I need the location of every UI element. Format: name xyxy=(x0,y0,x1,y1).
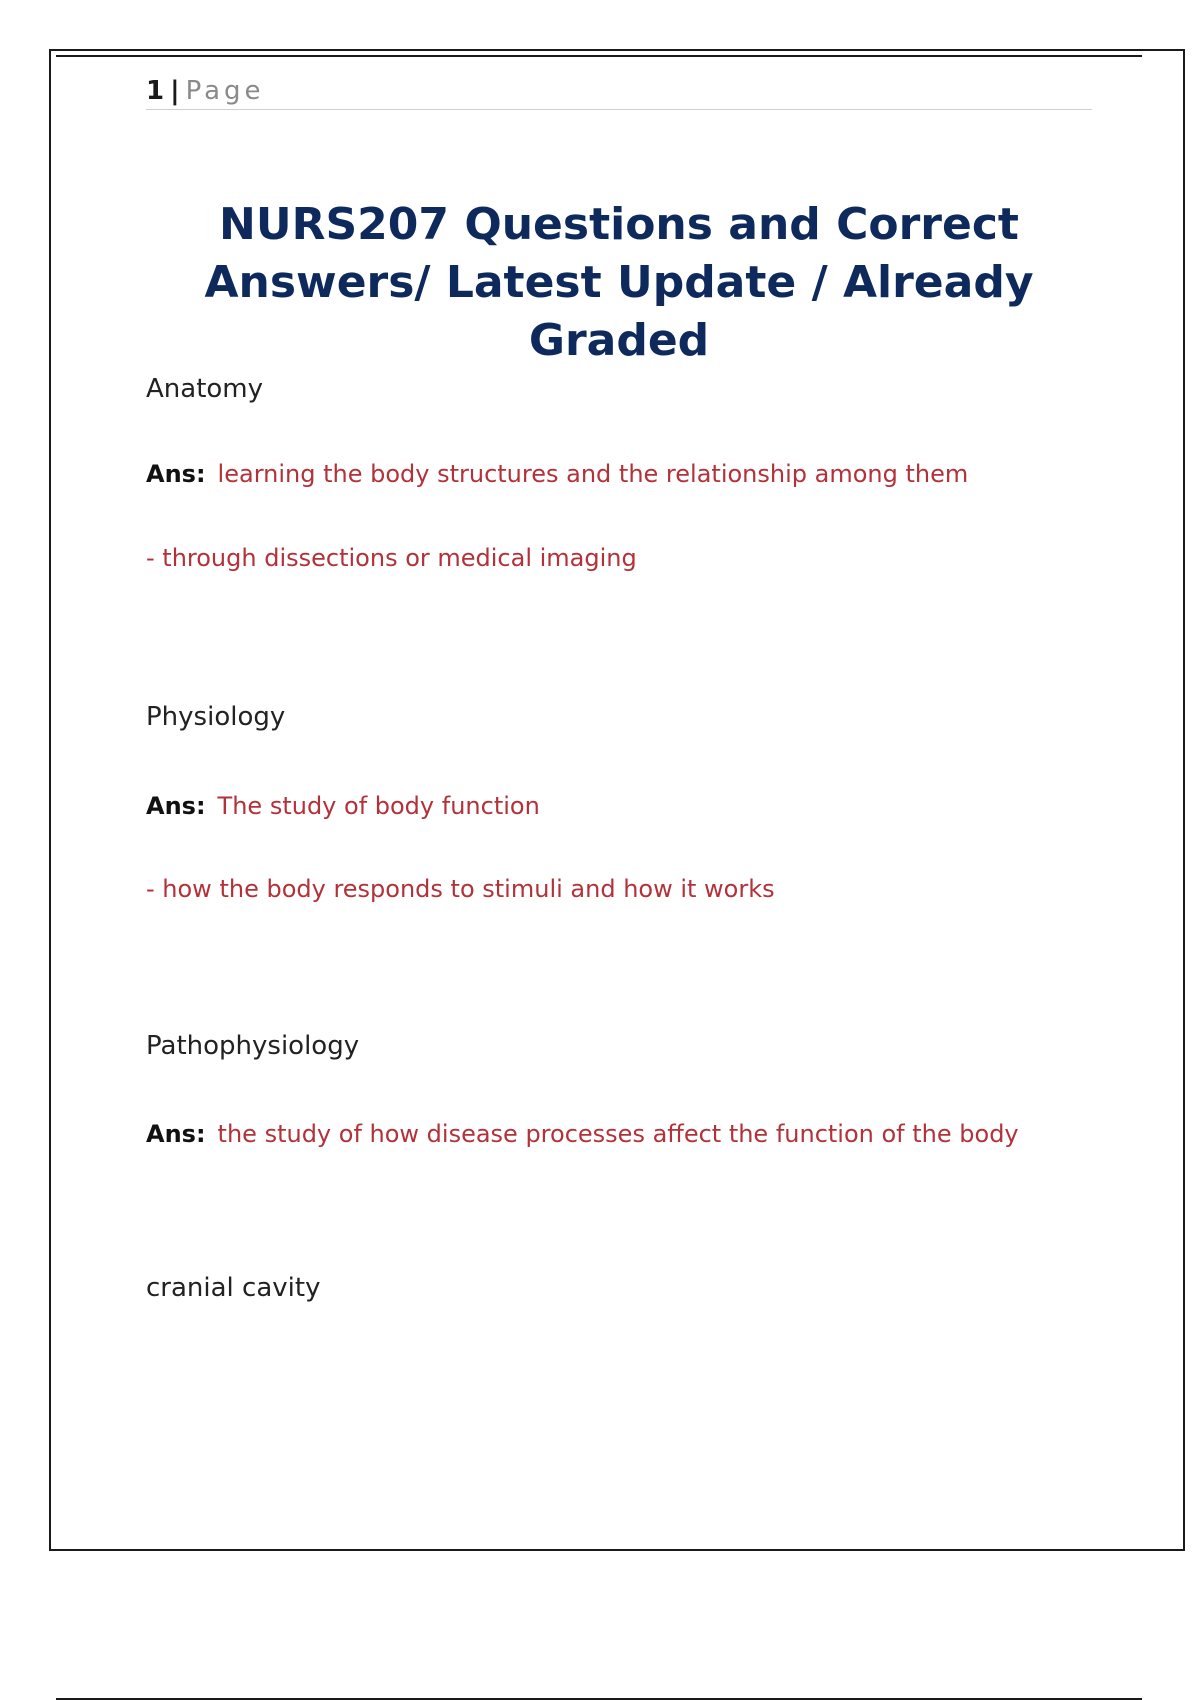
qa-item-anatomy xyxy=(146,372,1096,574)
answer-text: learning the body structures and the relationship among them xyxy=(217,460,969,488)
title-line-1: NURS207 Questions and Correct xyxy=(219,199,1019,250)
title-line-2: Answers/ Latest Update / Already xyxy=(204,257,1034,308)
answer-continuation: - how the body responds to stimuli and how it works xyxy=(146,875,775,903)
answer-continuation: - through dissections or medical imaging xyxy=(146,544,637,572)
qa-item-physiology xyxy=(146,700,1096,905)
page-number: 1 xyxy=(146,76,165,106)
question-text: Pathophysiology xyxy=(146,1031,360,1061)
question-text: Anatomy xyxy=(146,374,264,404)
answer-label: Ans: xyxy=(146,792,206,820)
answer-text: the study of how disease processes affect the function of the body xyxy=(217,1120,1019,1148)
answer-text: The study of body function xyxy=(217,792,540,820)
question-text: cranial cavity xyxy=(146,1273,321,1303)
title-line-3: Graded xyxy=(528,315,710,366)
answer-line xyxy=(146,1118,1096,1150)
page-separator: | xyxy=(170,76,180,106)
document-title xyxy=(146,196,1092,370)
answer-line xyxy=(146,458,1096,490)
answer-label: Ans: xyxy=(146,1120,206,1148)
answer-line xyxy=(146,790,1096,822)
question-text: Physiology xyxy=(146,702,286,732)
page-word: Page xyxy=(185,76,265,106)
answer-label: Ans: xyxy=(146,460,206,488)
qa-item-pathophysiology xyxy=(146,1029,1096,1150)
page-header xyxy=(146,74,1092,110)
qa-item-cranial-cavity xyxy=(146,1271,1096,1305)
